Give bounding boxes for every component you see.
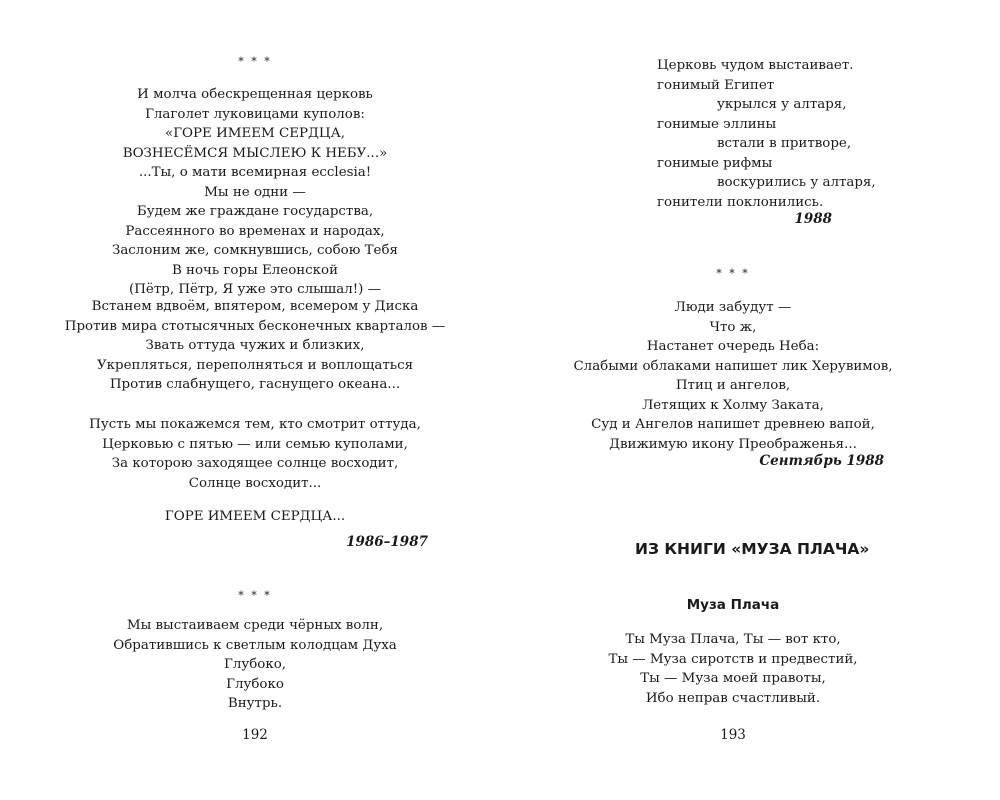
section-separator: * * *	[716, 267, 750, 280]
poem-stanza	[55, 415, 455, 493]
poem-line: Пусть мы покажемся тем, кто смотрит оттуда,	[89, 417, 421, 432]
poem-line: Слабыми облаками напишет лик Херувимов,	[573, 358, 893, 374]
poem-line: Рассеянного во временах и народах,	[125, 223, 385, 239]
poem-line: Люди забудут —	[674, 300, 792, 315]
poem-line: ...Ты, о мати всемирная ecclesia!	[138, 165, 372, 180]
poem-line: Глубоко,	[223, 657, 287, 672]
poem-line: Внутрь.	[227, 696, 283, 711]
poem-line: Церковь чудом выстаивает.	[657, 58, 854, 73]
poem-line: ГОРЕ ИМЕЕМ СЕРДЦА...	[164, 509, 346, 524]
poem-line: встали в притворе,	[717, 136, 852, 151]
poem-line: Церковью с пятью — или семью куполами,	[102, 436, 408, 452]
poem-line: Против мира стотысячных бесконечных кварталов —	[64, 318, 446, 334]
poem-line: Ты — Муза сиротств и предвестий,	[608, 651, 858, 667]
poem-line: воскурились у алтаря,	[717, 175, 876, 190]
poem-stanza	[55, 507, 455, 527]
page-number: 192	[242, 727, 268, 743]
poem-line: Укрепляться, переполняться и воплощаться	[96, 357, 414, 373]
poem-line: Мы выстаиваем среди чёрных волн,	[126, 618, 384, 633]
poem-title: Муза Плача	[686, 597, 780, 613]
poem-line: Против слабнущего, гаснущего океана...	[109, 377, 401, 392]
poem-line: Глубоко	[226, 676, 284, 692]
poem-line: Птиц и ангелов,	[675, 378, 791, 393]
poem-date: 1988	[794, 211, 832, 227]
poem-line: Ибо неправ счастливый.	[645, 690, 821, 706]
poem-line: Встанем вдвоём, впятером, всемером у Диска	[91, 299, 419, 314]
page-number: 193	[720, 727, 746, 743]
poem-line: гонимый Египет	[657, 77, 775, 93]
right-page	[500, 0, 1000, 800]
poem-line: гонимые эллины	[657, 116, 777, 132]
poem-stanza	[55, 297, 455, 395]
poem-line: И молча обескрещенная церковь	[137, 87, 373, 102]
poem-line: Будем же граждане государства,	[136, 204, 374, 219]
poem-line: гонители поклонились.	[657, 194, 824, 210]
poem-line: Движимую икону Преображенья...	[609, 436, 857, 452]
poem-line: Ты — Муза моей правоты,	[640, 671, 826, 686]
poem-stanza	[657, 56, 957, 212]
section-separator: * * *	[238, 589, 272, 602]
section-separator: * * *	[238, 55, 272, 68]
poem-line: укрылся у алтаря,	[717, 97, 847, 112]
poem-line: Обратившись к светлым колодцам Духа	[113, 637, 397, 653]
poem-stanza	[55, 85, 455, 300]
poem-line: Настанет очередь Неба:	[646, 339, 820, 354]
poem-line: (Пётр, Пётр, Я уже это слышал!) —	[129, 282, 381, 297]
poem-line: Мы не одни —	[204, 184, 306, 200]
poem-line: Глаголет луковицами куполов:	[145, 106, 365, 122]
poem-line: Что ж,	[709, 319, 757, 335]
poem-stanza	[55, 616, 455, 714]
poem-line: гонимые рифмы	[657, 155, 773, 171]
poem-line: Ты Муза Плача, Ты — вот кто,	[625, 632, 841, 647]
poem-line: В ночь горы Елеонской	[171, 262, 339, 278]
poem-line: Летящих к Холму Заката,	[642, 397, 824, 413]
poem-line: Звать оттуда чужих и близких,	[145, 338, 365, 353]
section-heading: ИЗ КНИГИ «МУЗА ПЛАЧА»	[635, 540, 870, 558]
poem-line: ВОЗНЕСЁМСЯ МЫСЛЕЮ К НЕБУ...»	[122, 145, 388, 161]
poem-line: Суд и Ангелов напишет древнею вапой,	[591, 417, 875, 432]
poem-stanza	[533, 298, 933, 454]
poem-date: 1986–1987	[346, 534, 428, 550]
poem-stanza	[533, 630, 933, 708]
poem-line: «ГОРЕ ИМЕЕМ СЕРДЦА,	[165, 126, 345, 141]
poem-line: За которою заходящее солнце восходит,	[111, 456, 399, 471]
poem-line: Заслоним же, сомкнувшись, собою Тебя	[111, 243, 398, 258]
poem-line: Солнце восходит...	[188, 475, 322, 491]
poem-date: Сентябрь 1988	[759, 453, 884, 469]
